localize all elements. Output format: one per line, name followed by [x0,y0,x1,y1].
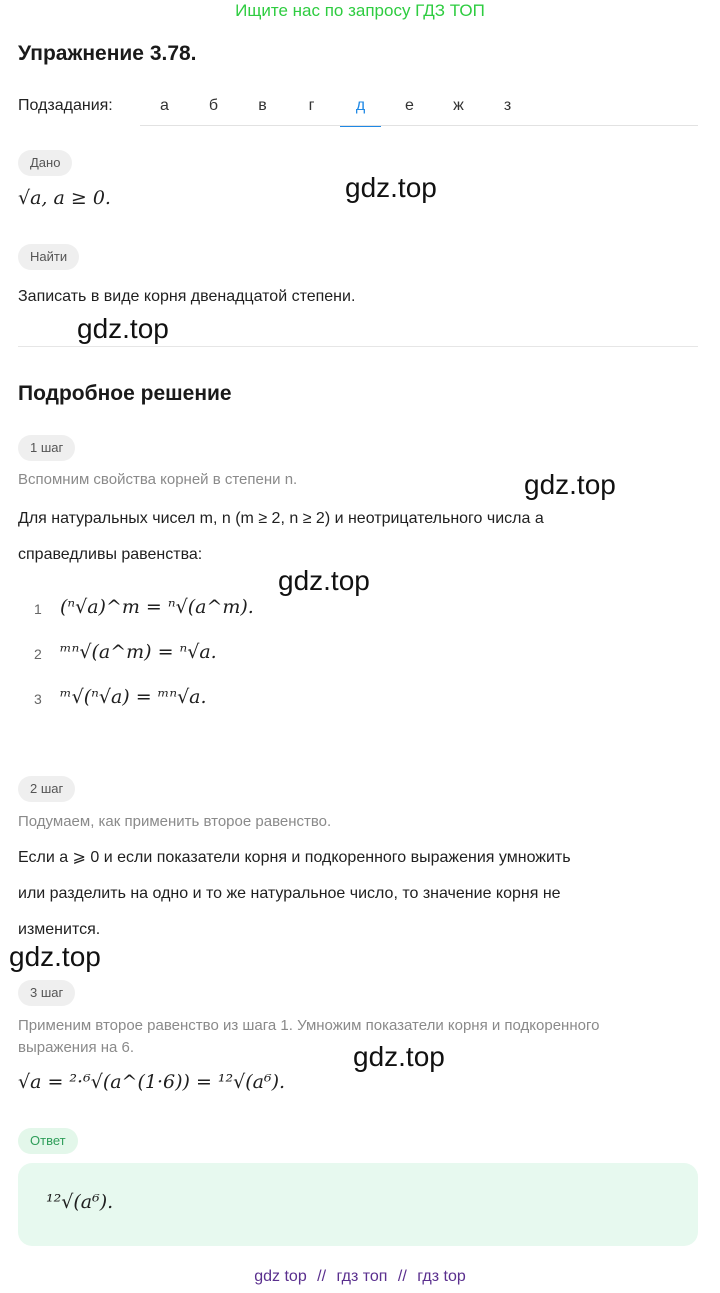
tab-b[interactable]: б [208,97,219,114]
property-formula-1: (ⁿ√a)^m = ⁿ√(a^m). [60,596,254,618]
step3-pill: 3 шаг [18,980,75,1006]
section-divider [18,346,698,347]
step2-pill: 2 шаг [18,776,75,802]
given-text: a, a ≥ 0. [30,187,111,209]
step1-pill: 1 шаг [18,435,75,461]
subtabs-divider [140,125,698,126]
tab-g[interactable]: г [308,97,315,114]
property-formula-3: ᵐ√(ⁿ√a) = ᵐⁿ√a. [60,686,207,708]
step2-line1: Если a ⩾ 0 и если показатели корня и подкоренного выражения умножить [18,849,571,866]
watermark: gdz.top [77,313,169,344]
tab-e[interactable]: е [405,97,414,114]
subtasks-tabs [140,86,532,126]
step1-line1: Для натуральных чисел m, n (m ≥ 2, n ≥ 2) и неотрицательного числа a [18,510,544,527]
page-title: Упражнение 3.78. [18,42,197,65]
watermark: gdz.top [345,172,437,203]
list-number-3: 3 [34,691,42,707]
step3-hint1: Применим второе равенство из шага 1. Умножим показатели корня и подкоренного [18,1017,600,1034]
top-banner[interactable]: Ищите нас по запросу ГДЗ ТОП [235,1,485,20]
step3-hint2: выражения на 6. [18,1039,135,1056]
answer-pill: Ответ [18,1128,78,1154]
find-pill: Найти [18,244,79,270]
watermark: gdz.top [353,1041,445,1072]
given-pill: Дано [18,150,72,176]
subtasks-label: Подзадания: [18,97,113,114]
tab-v[interactable]: в [258,97,267,114]
tab-a[interactable]: а [160,97,169,114]
footer-link[interactable]: гдз топ [336,1268,388,1285]
footer-separator: // [397,1268,407,1285]
watermark: gdz.top [278,565,370,596]
find-text: Записать в виде корня двенадцатой степени. [18,288,356,305]
property-formula-2: ᵐⁿ√(a^m) = ⁿ√a. [60,641,217,663]
given-formula: √a, a ≥ 0. [18,187,111,209]
step2-hint: Подумаем, как применить второе равенство. [18,813,332,830]
step2-line3: изменится. [18,921,101,938]
solution-title: Подробное решение [18,382,232,405]
step1-hint: Вспомним свойства корней в степени n. [18,471,298,488]
list-number-1: 1 [34,601,42,617]
tab-d-active[interactable]: д [336,86,385,126]
step3-formula: √a = ²·⁶√(a^(1·6)) = ¹²√(a⁶). [18,1071,286,1093]
watermark: gdz.top [9,941,101,972]
tab-z[interactable]: з [503,97,512,114]
footer-separator: // [317,1268,327,1285]
list-number-2: 2 [34,646,42,662]
tab-zh[interactable]: ж [453,97,464,114]
answer-box [18,1163,698,1246]
step2-line2: или разделить на одно и то же натуральное число, то значение корня не [18,885,561,902]
watermark: gdz.top [524,469,616,500]
footer-links [0,1268,720,1286]
answer-formula: ¹²√(a⁶). [46,1191,114,1213]
footer-link[interactable]: гдз top [417,1268,466,1285]
step1-line2: справедливы равенства: [18,546,203,563]
footer-link[interactable]: gdz top [254,1268,307,1285]
